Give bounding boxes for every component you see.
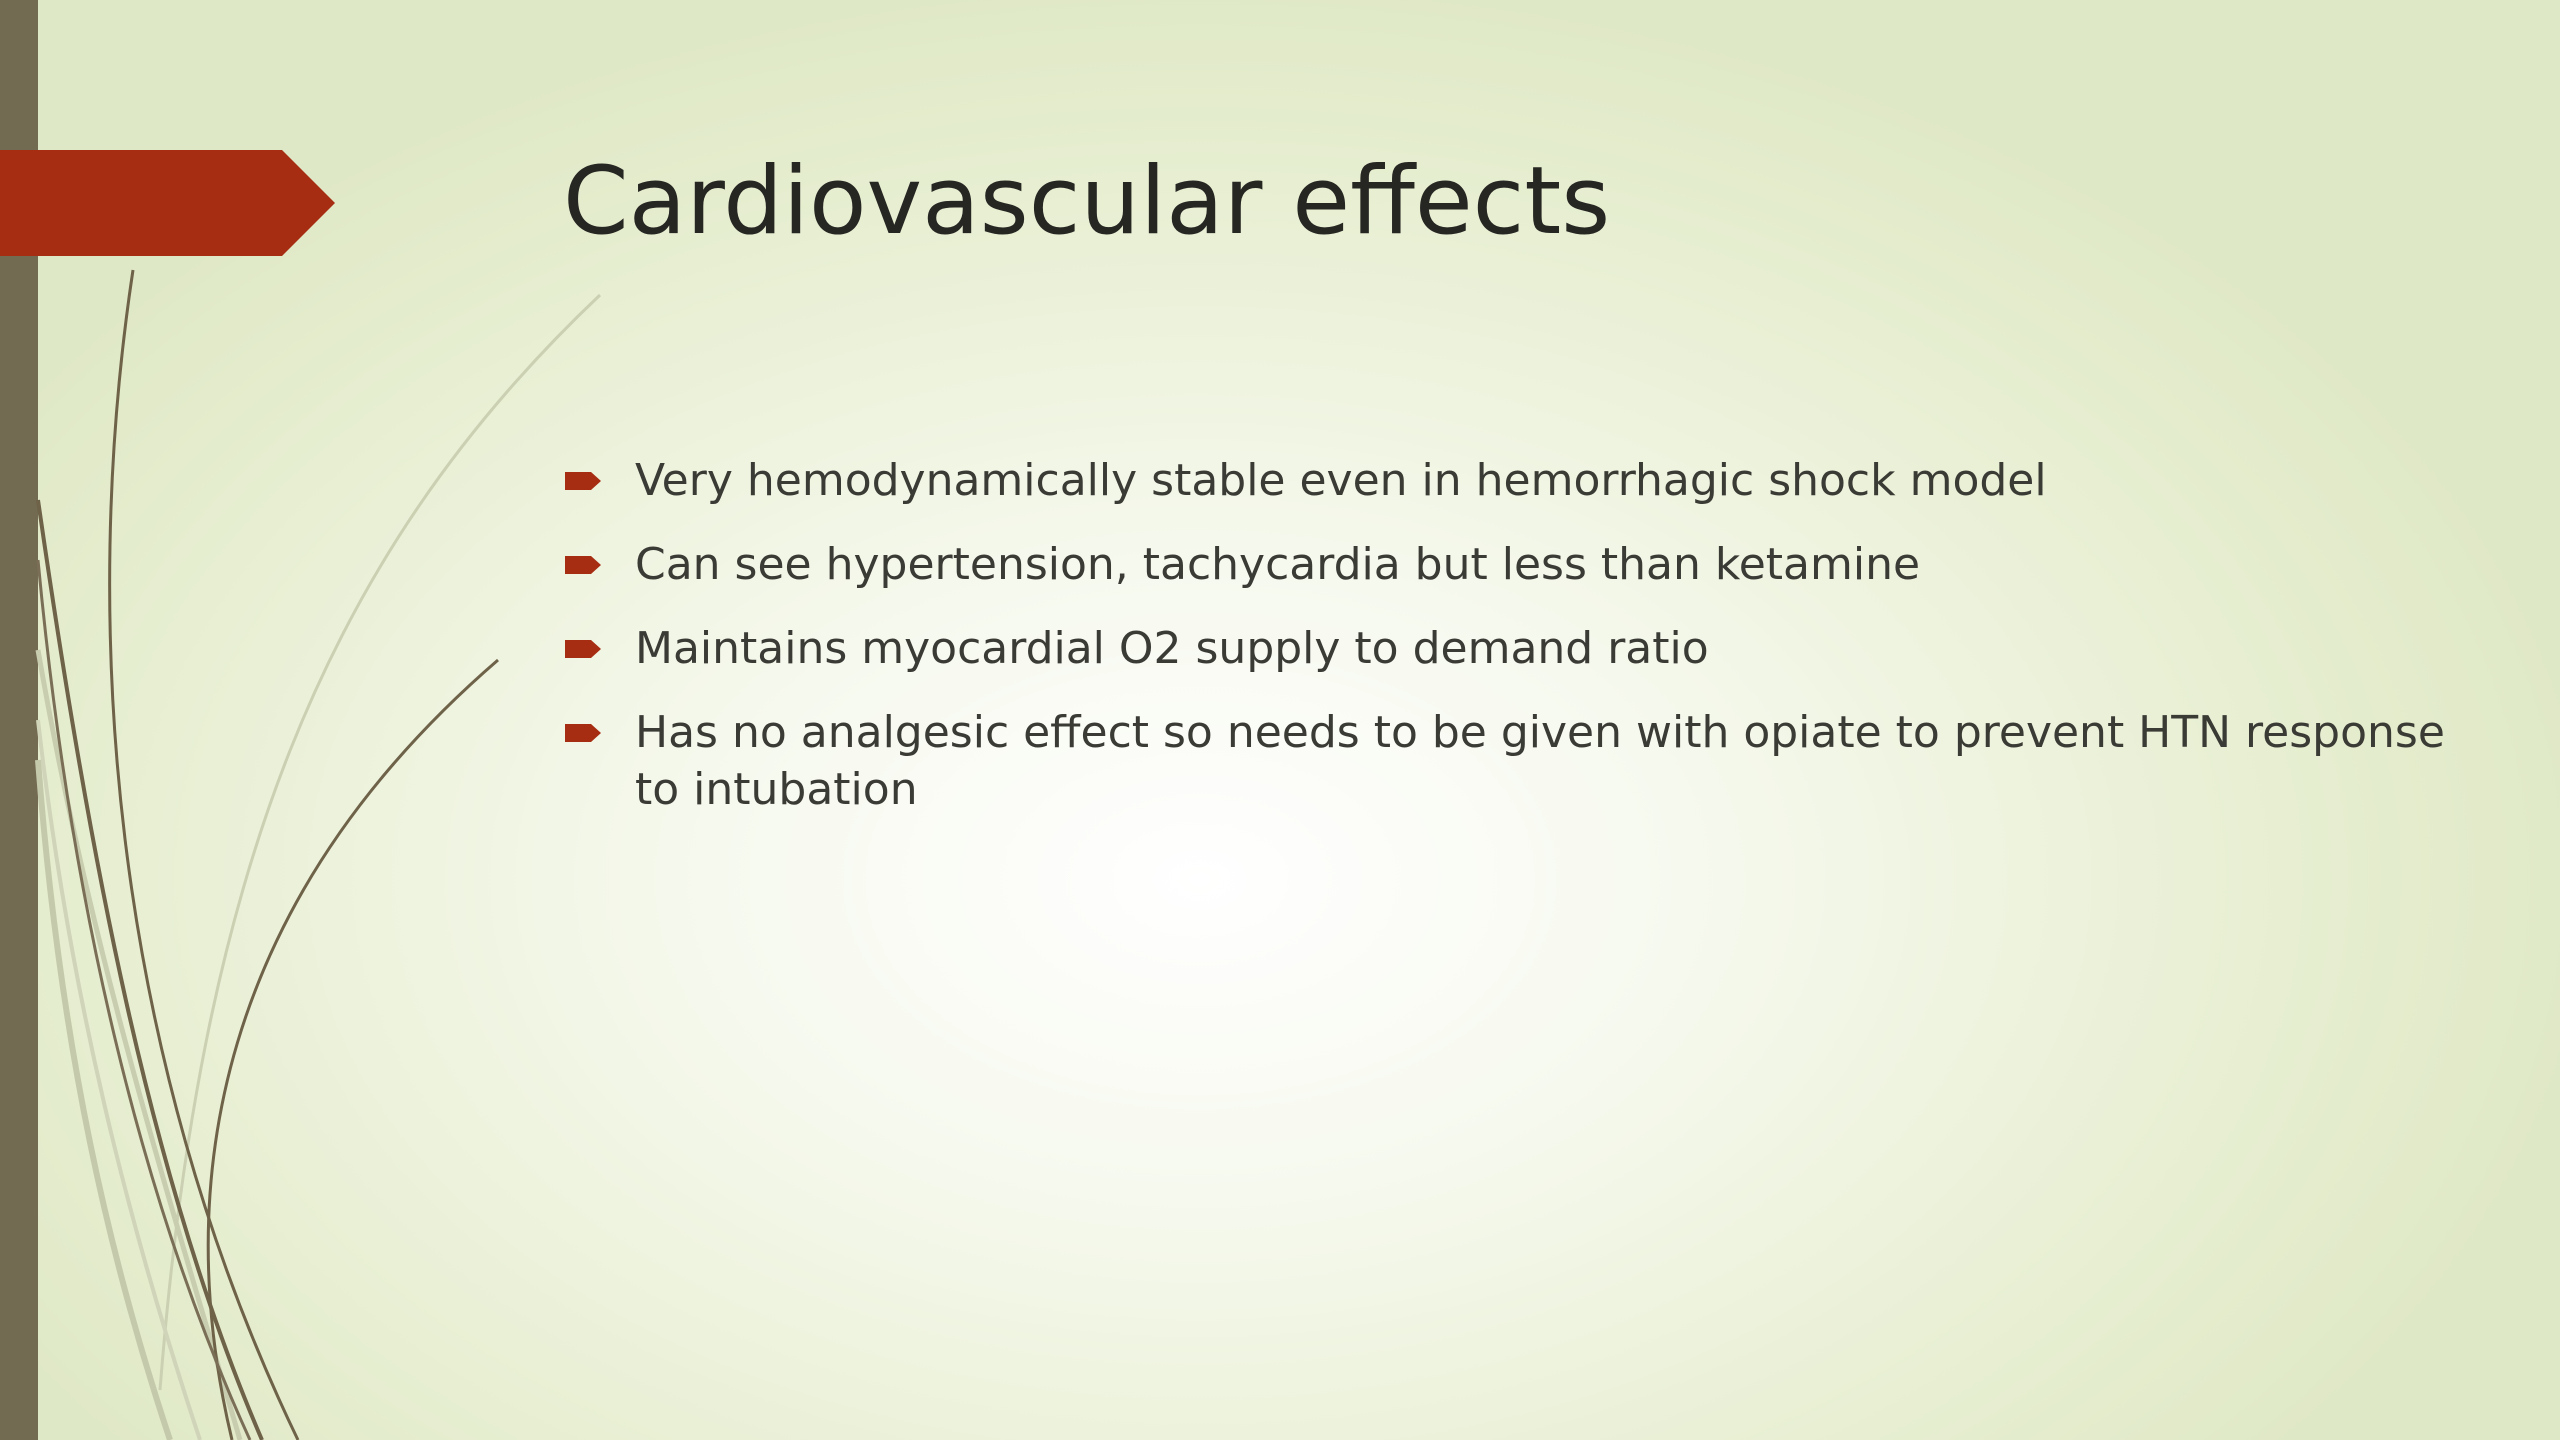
arrow-bullet-icon [565, 472, 601, 490]
arrow-bullet-icon [565, 724, 601, 742]
curve-dark-1 [110, 270, 298, 1440]
bullet-list [563, 452, 2463, 845]
curve-light-2 [38, 650, 240, 1440]
bullet-text: Can see hypertension, tachycardia but less than ketamine [635, 539, 1921, 590]
bullet-text: Has no analgesic effect so needs to be given with opiate to prevent HTN response to intubation [635, 707, 2445, 815]
bullet-item [563, 620, 2463, 677]
bullet-item [563, 536, 2463, 593]
curve-dark-4 [38, 560, 250, 1440]
title-arrow-banner [0, 150, 335, 256]
bullet-item [563, 452, 2463, 509]
arrow-bullet-icon [565, 556, 601, 574]
curve-dark-2 [208, 660, 498, 1440]
bullet-text: Maintains myocardial O2 supply to demand ratio [635, 623, 1709, 674]
curve-light-1 [160, 295, 600, 1390]
curve-dark-3 [38, 500, 262, 1440]
bullet-item [563, 704, 2463, 818]
curve-light-3 [38, 720, 200, 1440]
arrow-bullet-icon [565, 640, 601, 658]
slide-title: Cardiovascular effects [563, 147, 1611, 256]
bullet-text: Very hemodynamically stable even in hemorrhagic shock model [635, 455, 2047, 506]
